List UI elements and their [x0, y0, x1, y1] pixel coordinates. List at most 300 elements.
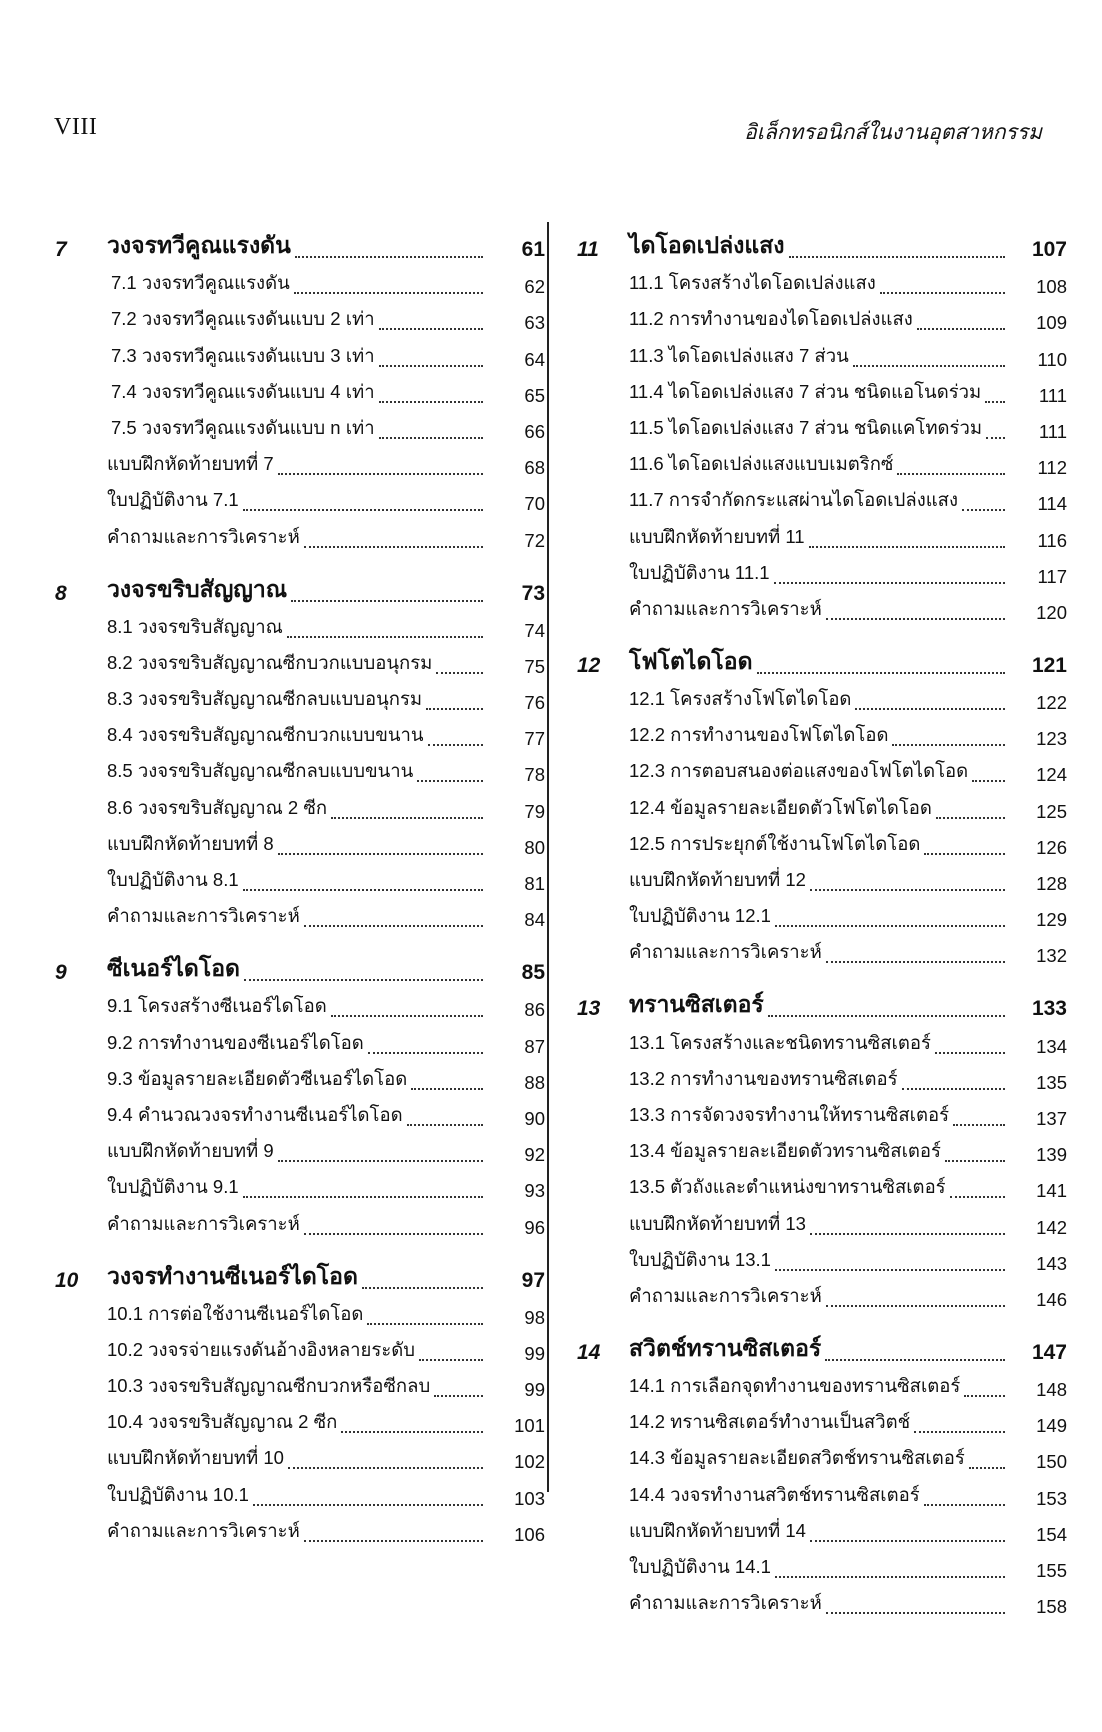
toc-entry[interactable] [55, 1407, 545, 1443]
toc-entry[interactable] [55, 612, 545, 648]
entry-page: 79 [524, 800, 545, 822]
entry-page: 150 [1036, 1451, 1067, 1473]
entry-title: ใบปฏิบัติงาน 8.1 [107, 869, 239, 890]
entry-title: แบบฝึกหัดท้ายบทที่ 10 [107, 1447, 284, 1469]
toc-entry[interactable] [577, 1172, 1067, 1208]
dot-leader [826, 618, 1005, 620]
dot-leader [291, 600, 483, 602]
toc-entry[interactable] [55, 1335, 545, 1371]
toc-entry[interactable] [55, 648, 545, 684]
dot-leader [897, 473, 1005, 475]
toc-entry[interactable] [577, 340, 1067, 376]
entry-page: 80 [524, 836, 545, 858]
entry-title: 11.1 โครงสร้างไดโอดเปล่งแสง [629, 272, 876, 294]
entry-title: 11.5 ไดโอดเปล่งแสง 7 ส่วน ชนิดแคโทดร่วม [629, 416, 983, 438]
toc-entry[interactable] [577, 1136, 1067, 1172]
entry-page: 137 [1036, 1107, 1067, 1129]
entry-title: แบบฝึกหัดท้ายบทที่ 9 [107, 1140, 274, 1162]
toc-entry[interactable] [55, 684, 545, 720]
dot-leader [945, 1160, 1005, 1162]
entry-page: 146 [1036, 1288, 1067, 1310]
dot-leader [288, 1467, 483, 1469]
toc-entry[interactable] [577, 829, 1067, 865]
chapter-page: 121 [1031, 653, 1067, 677]
entry-title: 8.4 วงจรขริบสัญญาณซีกบวกแบบขนาน [107, 724, 424, 746]
toc-entry[interactable] [55, 1100, 545, 1136]
dot-leader [411, 1088, 483, 1090]
dot-leader [826, 1612, 1005, 1614]
dot-leader [953, 1124, 1005, 1126]
entry-page: 110 [1037, 348, 1067, 370]
dot-leader [810, 1540, 1005, 1542]
toc-entry[interactable] [577, 1208, 1067, 1244]
chapter-heading[interactable] [55, 572, 545, 612]
toc-entry[interactable] [577, 1443, 1067, 1479]
entry-title: แบบฝึกหัดท้ายบทที่ 13 [629, 1212, 806, 1234]
entry-page: 148 [1036, 1379, 1067, 1401]
chapter-number: 14 [577, 1340, 601, 1364]
dot-leader [810, 1233, 1005, 1235]
entry-title: 12.5 การประยุกต์ใช้งานโฟโตไดโอด [629, 832, 921, 854]
toc-entry[interactable] [577, 865, 1067, 901]
toc-entry[interactable] [55, 829, 545, 865]
dot-leader [379, 437, 483, 439]
dot-leader [253, 1504, 483, 1506]
toc-entry[interactable] [55, 1479, 545, 1515]
toc-entry[interactable] [55, 1027, 545, 1063]
entry-title: 11.3 ไดโอดเปล่งแสง 7 ส่วน [629, 344, 849, 366]
dot-leader [278, 853, 483, 855]
entry-title: 11.2 การทำงานของไดโอดเปล่งแสง [629, 308, 913, 330]
dot-leader [985, 401, 1005, 403]
toc-entry[interactable] [577, 485, 1067, 521]
entry-page: 143 [1036, 1252, 1067, 1274]
dot-leader [304, 925, 483, 927]
entry-title: 11.4 ไดโอดเปล่งแสง 7 ส่วน ชนิดแอโนดร่วม [629, 380, 982, 402]
chapter-number: 11 [577, 238, 599, 261]
entry-title: 10.4 วงจรขริบสัญญาณ 2 ซีก [107, 1411, 338, 1433]
dot-leader [774, 582, 1005, 584]
entry-page: 123 [1036, 728, 1067, 750]
entry-title: ใบปฏิบัติงาน 11.1 [629, 561, 770, 583]
dot-leader [810, 889, 1005, 891]
toc-entry[interactable] [577, 1281, 1067, 1317]
toc-entry[interactable] [577, 1245, 1067, 1281]
chapter-title: สวิตช์ทรานซิสเตอร์ [629, 1334, 822, 1361]
entry-title: 14.2 ทรานซิสเตอร์ทำงานเป็นสวิตช์ [629, 1411, 911, 1433]
entry-page: 117 [1037, 565, 1067, 587]
toc-chapter [577, 1331, 1067, 1624]
toc-entry[interactable] [577, 684, 1067, 720]
entry-title: 13.2 การทำงานของทรานซิสเตอร์ [629, 1067, 898, 1089]
entry-page: 78 [524, 764, 545, 786]
entry-page: 128 [1036, 873, 1067, 894]
entry-page: 72 [524, 529, 545, 551]
entry-title: 12.2 การทำงานของโฟโตไดโอด [629, 724, 889, 746]
entry-page: 125 [1036, 800, 1067, 822]
dot-leader [244, 979, 483, 981]
entry-title: ใบปฏิบัติงาน 13.1 [629, 1248, 771, 1270]
chapter-number: 10 [55, 1268, 79, 1292]
chapter-heading[interactable] [577, 987, 1067, 1027]
dot-leader [295, 256, 483, 258]
entry-page: 109 [1036, 312, 1067, 334]
toc-chapter [577, 987, 1067, 1317]
entry-title: แบบฝึกหัดท้ายบทที่ 14 [629, 1519, 806, 1541]
chapter-number: 13 [577, 997, 601, 1021]
chapter-heading[interactable] [55, 951, 545, 991]
entry-title: ใบปฏิบัติงาน 9.1 [107, 1176, 239, 1198]
entry-page: 135 [1036, 1071, 1067, 1093]
entry-title: คำถามและการวิเคราะห์ [629, 941, 822, 963]
entry-page: 129 [1036, 909, 1067, 931]
dot-leader [304, 546, 483, 548]
dot-leader [775, 1576, 1005, 1578]
toc-entry[interactable] [55, 1064, 545, 1100]
dot-leader [880, 292, 1005, 294]
chapter-number: 9 [55, 961, 67, 985]
toc-entry[interactable] [577, 901, 1067, 937]
chapter-number: 12 [577, 653, 601, 677]
entry-page: 93 [524, 1180, 545, 1202]
entry-title: แบบฝึกหัดท้ายบทที่ 11 [629, 525, 805, 547]
dot-leader [419, 1359, 483, 1361]
entry-title: คำถามและการวิเคราะห์ [629, 1592, 822, 1614]
toc-entry[interactable] [577, 1371, 1067, 1407]
entry-page: 141 [1036, 1180, 1067, 1202]
toc-entry[interactable] [577, 521, 1067, 557]
entry-title: แบบฝึกหัดท้ายบทที่ 8 [107, 832, 274, 854]
entry-title: แบบฝึกหัดท้ายบทที่ 12 [629, 869, 806, 890]
chapter-heading[interactable] [55, 1259, 545, 1299]
dot-leader [902, 1088, 1005, 1090]
chapter-page: 133 [1031, 997, 1067, 1021]
dot-leader [367, 1323, 483, 1325]
toc-entry[interactable] [577, 1516, 1067, 1552]
toc-entry[interactable] [55, 413, 545, 449]
toc-entry[interactable] [55, 268, 545, 304]
chapter-page: 107 [1031, 238, 1067, 261]
entry-title: 10.1 การต่อใช้งานซีเนอร์ไดโอด [107, 1302, 364, 1324]
chapter-page: 73 [521, 581, 545, 605]
toc-chapter [55, 572, 545, 938]
entry-title: 8.5 วงจรขริบสัญญาณซีกลบแบบขนาน [107, 760, 414, 782]
toc-entry[interactable] [577, 720, 1067, 756]
dot-leader [924, 1504, 1005, 1506]
entry-page: 114 [1037, 493, 1067, 515]
entry-page: 90 [524, 1107, 545, 1129]
toc-chapter [577, 644, 1067, 974]
chapter-title: วงจรขริบสัญญาณ [107, 575, 288, 602]
entry-title: 8.3 วงจรขริบสัญญาณซีกลบแบบอนุกรม [107, 688, 423, 710]
entry-page: 92 [524, 1144, 545, 1166]
entry-title: 13.3 การจัดวงจรทำงานให้ทรานซิสเตอร์ [629, 1103, 950, 1125]
entry-page: 155 [1036, 1560, 1067, 1581]
toc-right-column [577, 228, 1067, 1638]
entry-page: 62 [524, 276, 545, 298]
entry-title: 8.2 วงจรขริบสัญญาณซีกบวกแบบอนุกรม [107, 651, 433, 673]
running-title: อิเล็กทรอนิกส์ในงานอุตสาหกรรม [744, 121, 1042, 144]
dot-leader [426, 708, 483, 710]
entry-title: 12.4 ข้อมูลรายละเอียดตัวโฟโตไดโอด [629, 796, 932, 818]
entry-title: 7.1 วงจรทวีคูณแรงดัน [111, 272, 290, 294]
dot-leader [417, 780, 483, 782]
dot-leader [379, 401, 483, 403]
toc-entry[interactable] [55, 901, 545, 937]
entry-page: 75 [524, 655, 545, 677]
toc-entry[interactable] [577, 377, 1067, 413]
entry-title: 14.3 ข้อมูลรายละเอียดสวิตช์ทรานซิสเตอร์ [629, 1447, 965, 1469]
chapter-number: 7 [55, 238, 67, 261]
toc-entry[interactable] [577, 594, 1067, 630]
dot-leader [757, 672, 1005, 674]
dot-leader [368, 1052, 483, 1054]
dot-leader [768, 1015, 1005, 1017]
toc-entry[interactable] [577, 1100, 1067, 1136]
dot-leader [775, 925, 1005, 927]
chapter-page: 85 [521, 961, 545, 985]
entry-page: 101 [514, 1415, 545, 1437]
dot-leader [809, 546, 1005, 548]
entry-page: 76 [524, 692, 545, 714]
dot-leader [243, 1196, 483, 1198]
entry-page: 111 [1038, 420, 1067, 442]
dot-leader [972, 780, 1005, 782]
toc-entry[interactable] [55, 1208, 545, 1244]
toc-entry[interactable] [577, 1027, 1067, 1063]
entry-page: 81 [524, 873, 545, 894]
chapter-title: ทรานซิสเตอร์ [629, 991, 764, 1018]
entry-page: 158 [1036, 1596, 1067, 1618]
entry-title: คำถามและการวิเคราะห์ [629, 1284, 822, 1306]
entry-title: 9.2 การทำงานของซีเนอร์ไดโอด [107, 1031, 364, 1053]
entry-title: 12.1 โครงสร้างโฟโตไดโอด [629, 688, 852, 710]
entry-page: 70 [524, 493, 545, 515]
dot-leader [917, 328, 1005, 330]
chapter-number: 8 [55, 581, 67, 605]
dot-leader [986, 437, 1005, 439]
entry-page: 116 [1037, 529, 1067, 551]
entry-page: 134 [1036, 1035, 1067, 1057]
dot-leader [936, 817, 1005, 819]
entry-title: ใบปฏิบัติงาน 14.1 [629, 1556, 771, 1577]
entry-title: 12.3 การตอบสนองต่อแสงของโฟโตไดโอด [629, 760, 969, 782]
dot-leader [914, 1431, 1005, 1433]
entry-page: 87 [524, 1035, 545, 1057]
entry-page: 63 [524, 312, 545, 334]
dot-leader [826, 961, 1005, 963]
entry-page: 74 [524, 619, 545, 641]
chapter-heading[interactable] [55, 228, 545, 268]
entry-title: คำถามและการวิเคราะห์ [107, 525, 300, 547]
entry-title: 7.5 วงจรทวีคูณแรงดันแบบ n เท่า [111, 416, 375, 438]
dot-leader [407, 1124, 483, 1126]
toc-chapter [55, 1259, 545, 1552]
entry-title: ใบปฏิบัติงาน 7.1 [107, 489, 239, 511]
dot-leader [362, 1287, 483, 1289]
entry-page: 96 [524, 1216, 545, 1238]
entry-page: 149 [1036, 1415, 1067, 1437]
chapter-heading[interactable] [577, 644, 1067, 684]
dot-leader [892, 744, 1005, 746]
toc-entry[interactable] [55, 1172, 545, 1208]
toc-entry[interactable] [55, 1299, 545, 1335]
dot-leader [789, 256, 1006, 258]
entry-title: 9.1 โครงสร้างซีเนอร์ไดโอด [107, 995, 327, 1017]
entry-title: 9.3 ข้อมูลรายละเอียดตัวซีเนอร์ไดโอด [107, 1067, 408, 1089]
toc-entry[interactable] [55, 1516, 545, 1552]
chapter-title: โฟโตไดโอด [629, 647, 753, 674]
entry-title: แบบฝึกหัดท้ายบทที่ 7 [107, 453, 274, 475]
entry-title: 11.6 ไดโอดเปล่งแสงแบบเมตริกซ์ [629, 453, 894, 475]
entry-page: 98 [524, 1306, 545, 1328]
entry-page: 77 [524, 728, 545, 750]
dot-leader [428, 744, 483, 746]
toc-entry[interactable] [577, 792, 1067, 828]
toc-entry[interactable] [55, 792, 545, 828]
chapter-page: 97 [521, 1268, 545, 1292]
entry-page: 106 [514, 1523, 545, 1545]
entry-title: 10.2 วงจรจ่ายแรงดันอ้างอิงหลายระดับ [107, 1338, 416, 1360]
entry-page: 139 [1036, 1144, 1067, 1166]
entry-title: ใบปฏิบัติงาน 10.1 [107, 1483, 249, 1505]
dot-leader [341, 1431, 483, 1433]
entry-title: คำถามและการวิเคราะห์ [107, 905, 300, 927]
entry-page: 108 [1036, 276, 1067, 298]
toc-entry[interactable] [577, 756, 1067, 792]
entry-title: 7.4 วงจรทวีคูณแรงดันแบบ 4 เท่า [111, 380, 375, 402]
dot-leader [826, 1305, 1005, 1307]
toc-entry[interactable] [577, 1407, 1067, 1443]
entry-page: 120 [1036, 601, 1067, 623]
entry-page: 103 [514, 1487, 545, 1509]
entry-page: 86 [524, 999, 545, 1021]
dot-leader [294, 292, 483, 294]
entry-title: 13.1 โครงสร้างและชนิดทรานซิสเตอร์ [629, 1031, 931, 1053]
column-divider [547, 222, 549, 1492]
toc-entry[interactable] [577, 449, 1067, 485]
entry-title: 13.4 ข้อมูลรายละเอียดตัวทรานซิสเตอร์ [629, 1140, 941, 1162]
dot-leader [379, 365, 483, 367]
entry-title: 8.1 วงจรขริบสัญญาณ [107, 615, 283, 637]
entry-page: 153 [1036, 1487, 1067, 1509]
toc-entry[interactable] [577, 1064, 1067, 1100]
dot-leader [331, 1015, 483, 1017]
chapter-title: ซีเนอร์ไดโอด [107, 955, 240, 982]
dot-leader [287, 636, 483, 638]
dot-leader [379, 328, 483, 330]
dot-leader [855, 708, 1005, 710]
dot-leader [304, 1540, 483, 1542]
toc-entry[interactable] [55, 377, 545, 413]
page-number: VIII [54, 114, 98, 140]
chapter-page: 61 [521, 238, 545, 261]
entry-title: ใบปฏิบัติงาน 12.1 [629, 905, 771, 927]
entry-page: 154 [1036, 1523, 1067, 1545]
toc-left-column [55, 228, 545, 1566]
chapter-heading[interactable] [577, 1331, 1067, 1371]
dot-leader [436, 672, 483, 674]
dot-leader [825, 1359, 1005, 1361]
dot-leader [434, 1395, 483, 1397]
entry-page: 64 [524, 348, 545, 370]
entry-title: คำถามและการวิเคราะห์ [107, 1212, 300, 1234]
toc-entry[interactable] [577, 558, 1067, 594]
entry-title: 10.3 วงจรขริบสัญญาณซีกบวกหรือซีกลบ [107, 1375, 431, 1397]
toc-entry[interactable] [55, 1371, 545, 1407]
toc-chapter [55, 951, 545, 1244]
toc-entry[interactable] [55, 1443, 545, 1479]
chapter-title: วงจรทวีคูณแรงดัน [107, 232, 291, 258]
dot-leader [950, 1196, 1005, 1198]
toc-entry[interactable] [55, 865, 545, 901]
entry-page: 122 [1036, 692, 1067, 714]
dot-leader [924, 853, 1005, 855]
toc-entry[interactable] [577, 304, 1067, 340]
chapter-heading[interactable] [577, 228, 1067, 268]
entry-title: 11.7 การจำกัดกระแสผ่านไดโอดเปล่งแสง [629, 489, 958, 511]
toc-chapter [55, 228, 545, 558]
toc-entry[interactable] [55, 720, 545, 756]
toc-entry[interactable] [577, 268, 1067, 304]
entry-title: 14.1 การเลือกจุดทำงานของทรานซิสเตอร์ [629, 1375, 961, 1397]
chapter-title: ไดโอดเปล่งแสง [629, 232, 785, 258]
entry-page: 66 [524, 420, 545, 442]
dot-leader [331, 817, 483, 819]
toc-entry[interactable] [55, 340, 545, 376]
dot-leader [853, 365, 1005, 367]
entry-page: 124 [1036, 764, 1067, 786]
toc-entry[interactable] [577, 1479, 1067, 1515]
dot-leader [243, 889, 483, 891]
toc-entry[interactable] [577, 413, 1067, 449]
toc-entry[interactable] [55, 1136, 545, 1172]
dot-leader [243, 509, 483, 511]
entry-page: 99 [524, 1379, 545, 1401]
dot-leader [969, 1467, 1005, 1469]
dot-leader [962, 509, 1005, 511]
entry-title: 8.6 วงจรขริบสัญญาณ 2 ซีก [107, 796, 328, 818]
entry-page: 132 [1036, 945, 1067, 967]
toc-entry[interactable] [55, 521, 545, 557]
dot-leader [278, 1160, 483, 1162]
entry-title: 7.2 วงจรทวีคูณแรงดันแบบ 2 เท่า [111, 308, 375, 330]
toc-entry[interactable] [577, 1588, 1067, 1624]
entry-title: คำถามและการวิเคราะห์ [629, 597, 822, 619]
entry-page: 142 [1036, 1216, 1067, 1238]
toc-chapter [577, 228, 1067, 630]
toc-entry[interactable] [55, 485, 545, 521]
entry-title: คำถามและการวิเคราะห์ [107, 1519, 300, 1541]
dot-leader [304, 1233, 483, 1235]
entry-page: 65 [524, 384, 545, 406]
entry-page: 88 [524, 1071, 545, 1093]
toc-entry[interactable] [55, 304, 545, 340]
toc-entry[interactable] [577, 1552, 1067, 1588]
entry-title: 14.4 วงจรทำงานสวิตช์ทรานซิสเตอร์ [629, 1483, 920, 1505]
dot-leader [278, 473, 483, 475]
entry-page: 111 [1038, 384, 1067, 406]
toc-entry[interactable] [55, 756, 545, 792]
chapter-page: 147 [1031, 1340, 1067, 1364]
entry-title: 13.5 ตัวถังและตำแหน่งขาทรานซิสเตอร์ [629, 1176, 946, 1198]
entry-page: 84 [524, 909, 545, 931]
entry-page: 112 [1037, 457, 1067, 479]
toc-entry[interactable] [55, 449, 545, 485]
chapter-title: วงจรทำงานซีเนอร์ไดโอด [107, 1262, 358, 1289]
toc-entry[interactable] [55, 991, 545, 1027]
toc-entry[interactable] [577, 937, 1067, 973]
